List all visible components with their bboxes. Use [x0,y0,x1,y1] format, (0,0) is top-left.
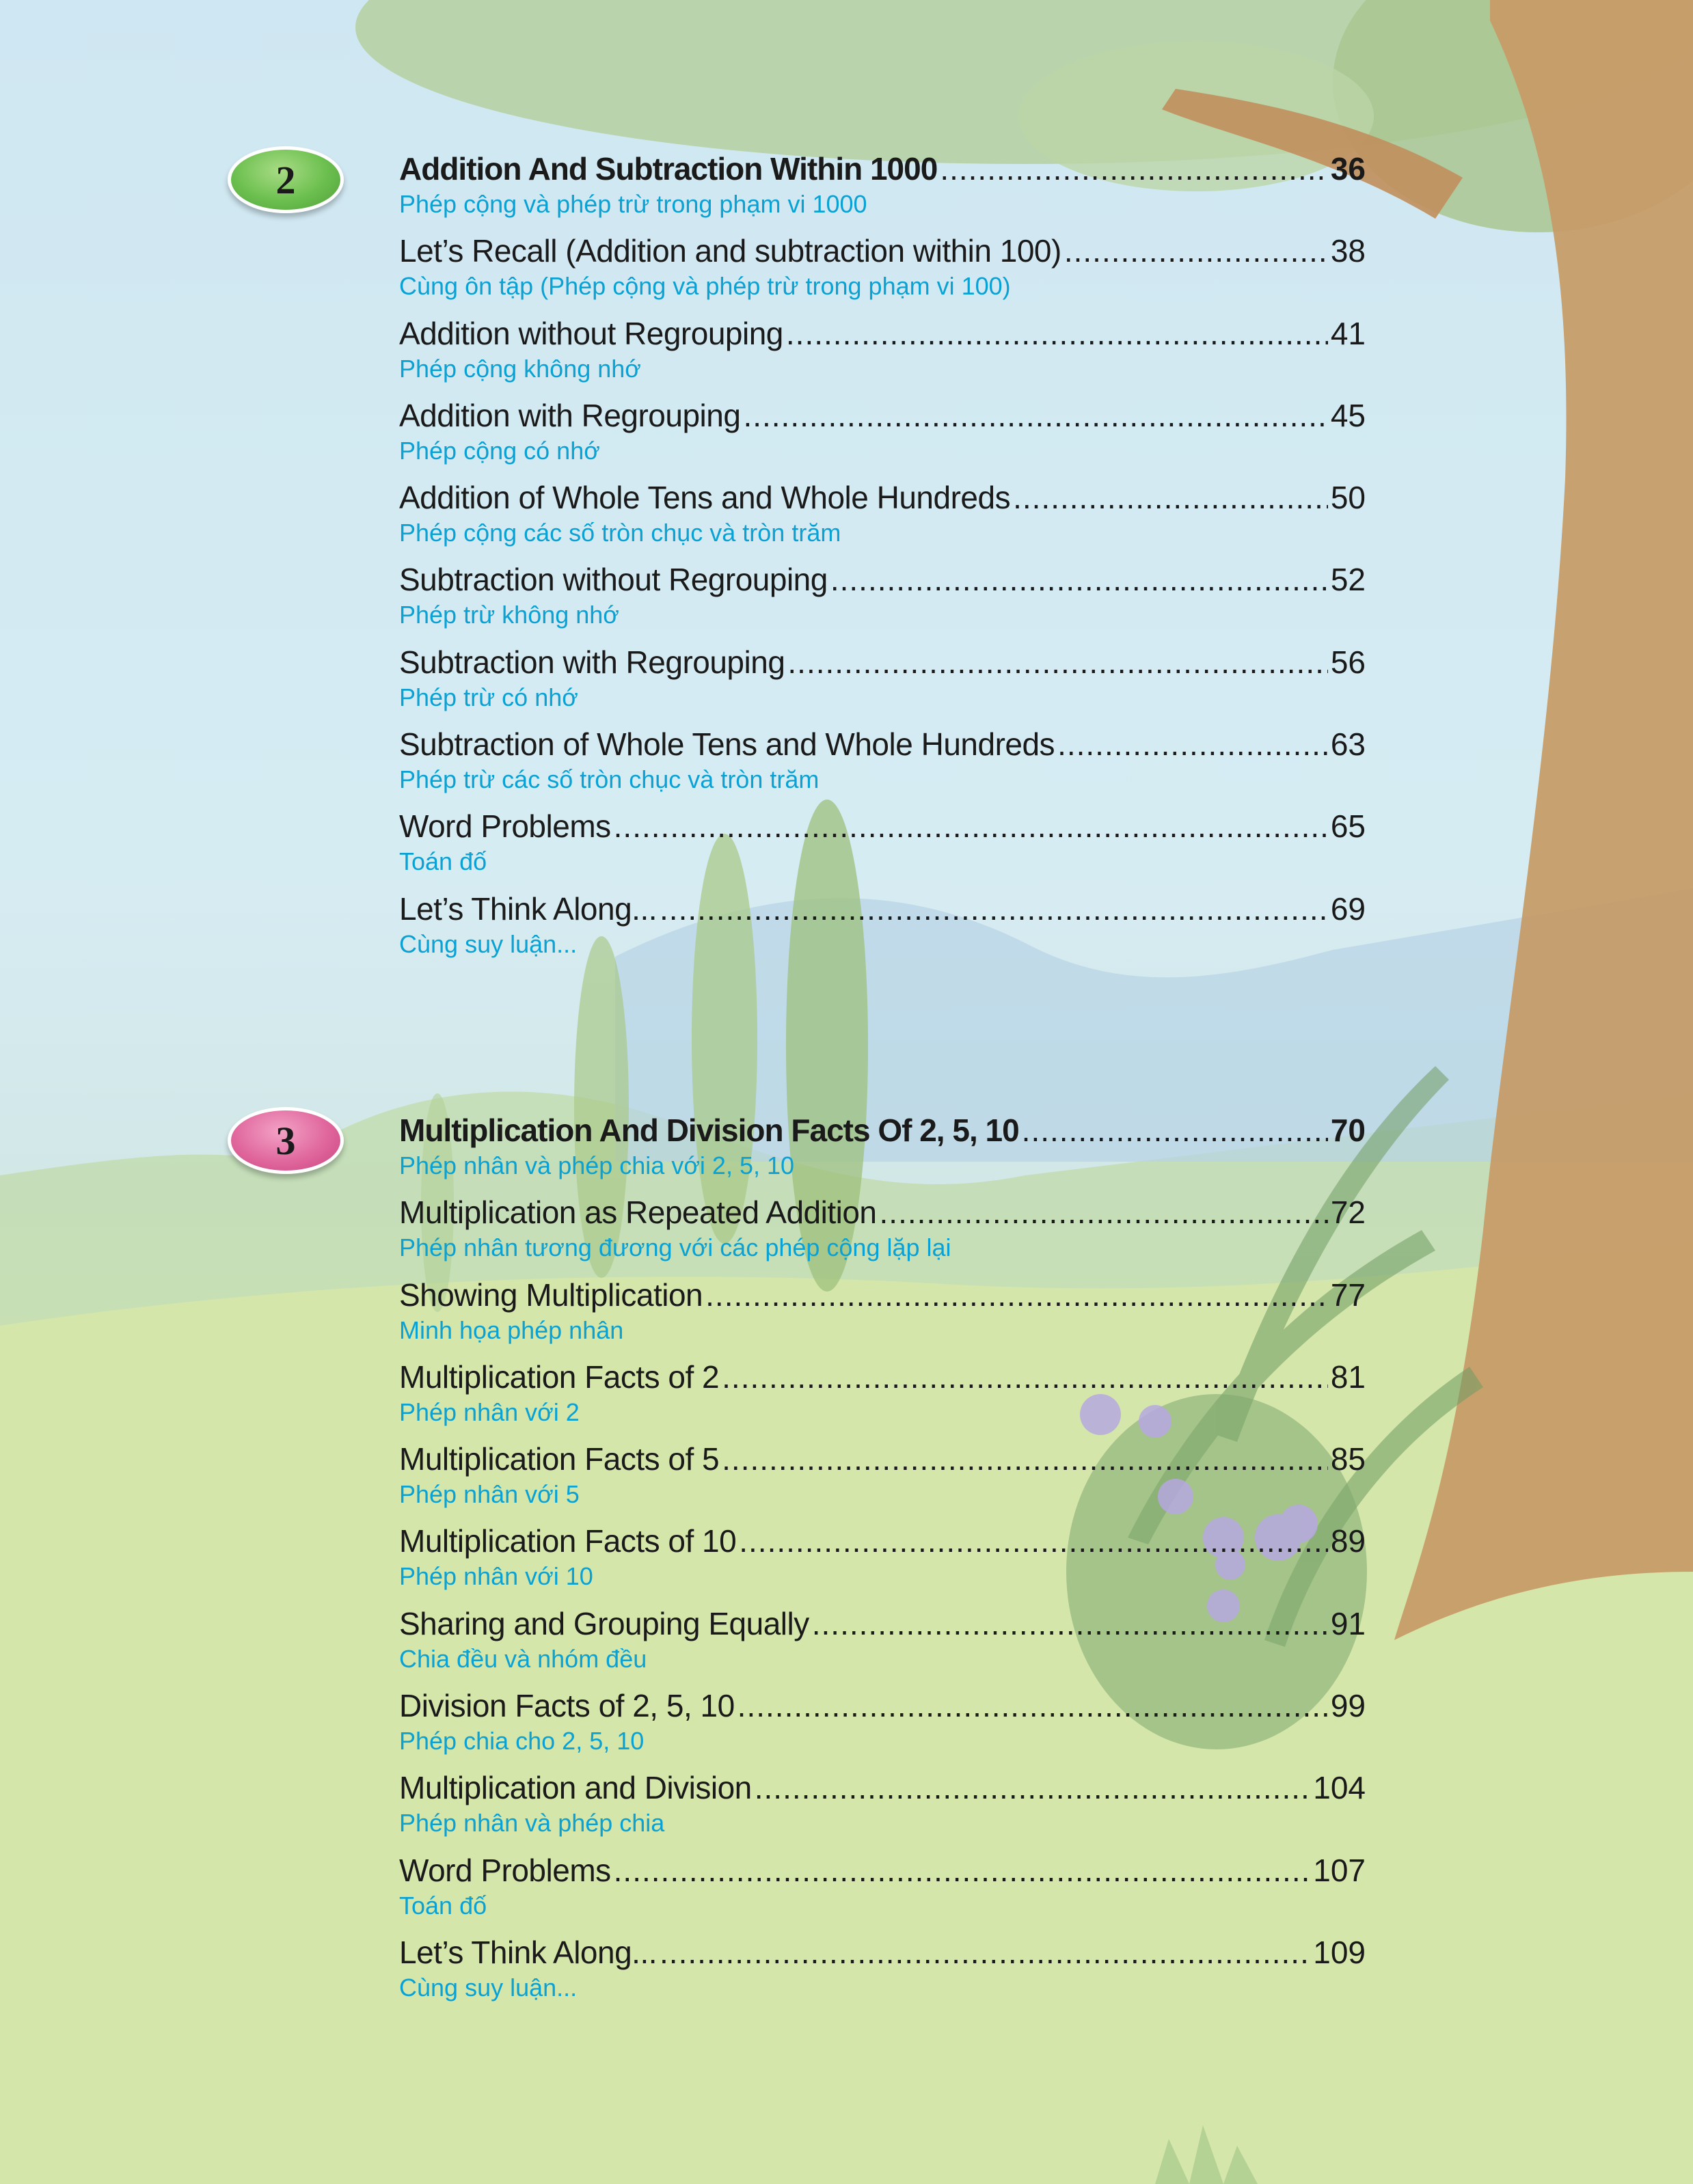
dot-leader [1057,726,1328,763]
entry-subtitle: Toán đố [399,847,487,876]
toc-section-3 [399,1112,1366,2016]
toc-entry[interactable] [399,808,1366,890]
entry-subtitle: Phép nhân với 5 [399,1480,580,1509]
entry-title: Multiplication as Repeated Addition [399,1195,877,1231]
entry-subtitle: Phép cộng các số tròn chục và tròn trăm [399,519,841,547]
entry-page-number: 107 [1313,1852,1366,1888]
entry-subtitle: Cùng suy luận... [399,929,578,958]
entry-page-number: 65 [1330,808,1366,845]
entry-page-number: 72 [1330,1195,1366,1231]
dot-leader [1022,1112,1328,1149]
toc-entry[interactable] [399,1523,1366,1605]
entry-title: Let’s Think Along... [399,1934,658,1970]
entry-title: Sharing and Grouping Equally [399,1605,809,1641]
section-number: 2 [275,157,296,202]
toc-entry[interactable] [399,232,1366,314]
entry-title: Multiplication Facts of 2 [399,1359,720,1395]
toc-entry[interactable] [399,1934,1366,2016]
toc-entry[interactable] [399,1359,1366,1441]
entry-subtitle: Phép cộng không nhớ [399,354,641,383]
toc-entry[interactable] [399,1852,1366,1934]
entry-page-number: 89 [1330,1523,1366,1559]
entry-title: Multiplication And Division Facts Of 2, 5, 10 [399,1113,1019,1148]
entry-subtitle: Chia đều và nhóm đều [399,1644,647,1673]
entry-title: Let’s Recall (Addition and subtraction within 100) [399,233,1061,269]
entry-subtitle: Cùng ôn tập (Phép cộng và phép trừ trong phạm vi 100) [399,272,1011,301]
entry-title: Showing Multiplication [399,1277,703,1313]
toc-entry[interactable] [399,890,1366,972]
entry-page-number: 85 [1330,1441,1366,1477]
dot-leader [787,644,1327,681]
toc-entry[interactable] [399,150,1366,232]
dot-leader [705,1277,1328,1313]
dot-leader [722,1441,1328,1477]
dot-leader [1064,232,1328,269]
entry-title: Let’s Think Along... [399,890,658,927]
entry-subtitle: Phép nhân với 2 [399,1397,580,1426]
dot-leader [660,1934,1310,1971]
entry-title: Word Problems [399,1852,611,1888]
entry-subtitle: Phép nhân và phép chia [399,1809,665,1838]
dot-leader [660,890,1328,927]
toc-entry[interactable] [399,397,1366,479]
entry-subtitle: Phép nhân với 10 [399,1562,593,1591]
toc-entry[interactable] [399,479,1366,561]
dot-leader [940,150,1328,187]
dot-leader [830,561,1328,598]
entry-subtitle: Minh họa phép nhân [399,1315,624,1344]
entry-page-number: 70 [1330,1113,1366,1148]
dot-leader [722,1359,1328,1395]
toc-entry[interactable] [399,1687,1366,1769]
toc-entry[interactable] [399,1277,1366,1359]
entry-page-number: 81 [1330,1359,1366,1395]
entry-subtitle: Phép trừ có nhớ [399,683,578,711]
entry-page-number: 109 [1313,1934,1366,1970]
toc-entry[interactable] [399,1112,1366,1194]
dot-leader [614,1852,1311,1889]
toc-entry[interactable] [399,726,1366,808]
entry-title: Subtraction with Regrouping [399,644,785,680]
dot-leader [614,808,1328,845]
entry-title: Word Problems [399,808,611,845]
entry-title: Multiplication Facts of 10 [399,1523,737,1559]
dot-leader [786,315,1328,352]
toc-entry[interactable] [399,1194,1366,1276]
entry-subtitle: Phép cộng và phép trừ trong phạm vi 1000 [399,190,867,218]
entry-subtitle: Phép cộng có nhớ [399,436,600,465]
entry-title: Addition without Regrouping [399,315,783,351]
entry-title: Multiplication Facts of 5 [399,1441,720,1477]
entry-page-number: 56 [1330,644,1366,680]
entry-title: Subtraction of Whole Tens and Whole Hundreds [399,726,1055,763]
dot-leader [737,1687,1328,1724]
dot-leader [1013,479,1328,516]
dot-leader [812,1605,1328,1642]
entry-page-number: 63 [1330,726,1366,763]
dot-leader [880,1194,1328,1231]
entry-subtitle: Phép nhân tương đương với các phép cộng lặp lại [399,1233,951,1262]
toc-entry[interactable] [399,1441,1366,1523]
entry-title: Addition with Regrouping [399,397,741,433]
entry-title: Multiplication and Division [399,1770,752,1806]
entry-title: Division Facts of 2, 5, 10 [399,1688,735,1724]
entry-title: Subtraction without Regrouping [399,562,828,598]
entry-page-number: 104 [1313,1770,1366,1806]
entry-subtitle: Phép nhân và phép chia với 2, 5, 10 [399,1151,795,1179]
toc-entry[interactable] [399,315,1366,397]
entry-page-number: 77 [1330,1277,1366,1313]
entry-page-number: 99 [1330,1688,1366,1724]
entry-page-number: 69 [1330,890,1366,927]
entry-subtitle: Phép trừ các số tròn chục và tròn trăm [399,765,820,794]
toc-entry[interactable] [399,644,1366,726]
toc-entry[interactable] [399,1605,1366,1687]
toc-section-2 [399,150,1366,972]
entry-subtitle: Toán đố [399,1891,487,1920]
entry-title: Addition of Whole Tens and Whole Hundreds [399,480,1011,516]
entry-subtitle: Cùng suy luận... [399,1973,578,2002]
entry-page-number: 38 [1330,233,1366,269]
entry-page-number: 45 [1330,397,1366,433]
dot-leader [755,1769,1311,1806]
entry-page-number: 50 [1330,480,1366,516]
entry-page-number: 52 [1330,562,1366,598]
entry-title: Addition And Subtraction Within 1000 [399,151,938,187]
toc-entry[interactable] [399,1769,1366,1851]
entry-subtitle: Phép chia cho 2, 5, 10 [399,1727,645,1756]
entry-page-number: 36 [1330,151,1366,187]
dot-leader [743,397,1327,434]
toc-entry[interactable] [399,561,1366,643]
entry-page-number: 91 [1330,1605,1366,1641]
section-number-badge [228,1107,344,1174]
dot-leader [739,1523,1328,1559]
entry-subtitle: Phép trừ không nhớ [399,601,619,629]
section-number-badge [228,146,344,213]
entry-page-number: 41 [1330,315,1366,351]
section-number: 3 [275,1118,296,1163]
